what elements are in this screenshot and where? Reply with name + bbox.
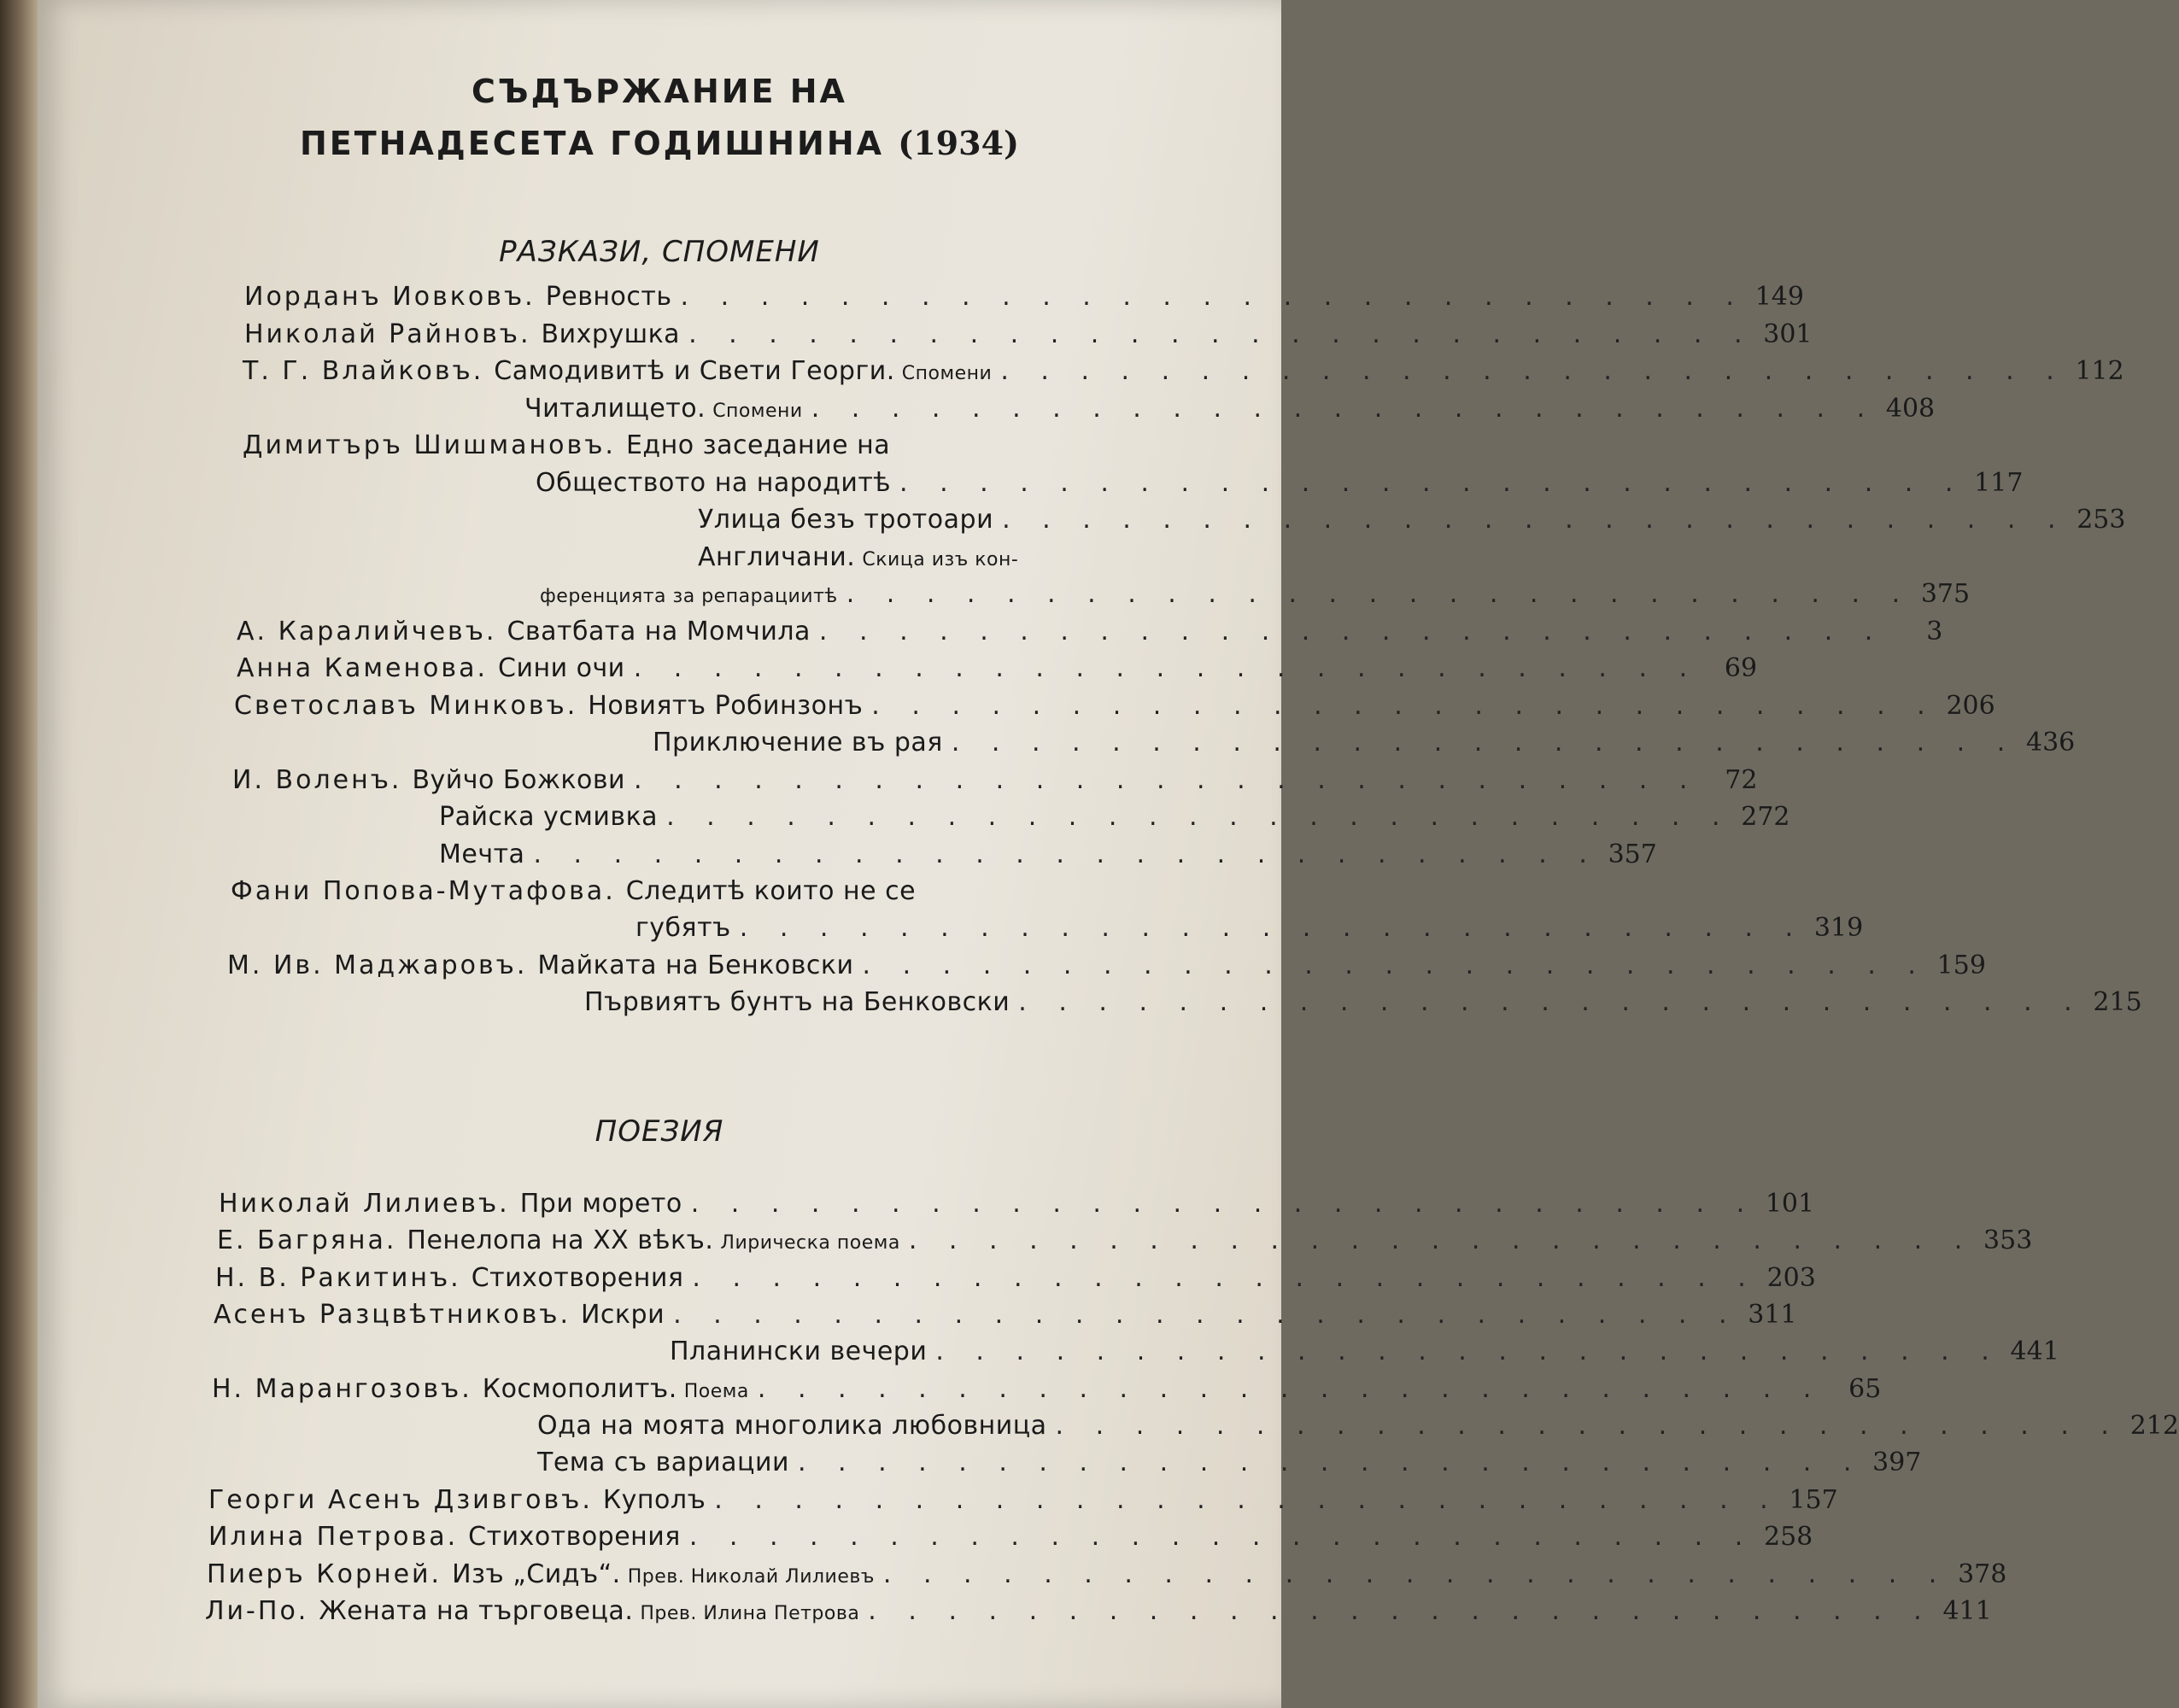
entry-author: Пиеръ Корней. — [207, 1559, 442, 1589]
page-number: 101 — [1765, 1189, 1815, 1219]
entry-note: Прев. Илина Петрова — [640, 1603, 860, 1624]
toc-entry — [584, 987, 2142, 1021]
page-number: 212 — [2129, 1411, 2179, 1441]
entry-title: Ода на моята многолика любовница — [537, 1411, 1047, 1441]
entry-title: Сватбата на Момчила — [507, 617, 811, 646]
page-number: 436 — [2025, 728, 2076, 757]
entry-title: Стихотворения — [471, 1263, 684, 1293]
entry-title: Англичани. — [698, 542, 856, 572]
entry-author: Н. Марангозовъ. — [212, 1374, 472, 1404]
entry-note: Лирическа поема — [720, 1232, 900, 1254]
dot-leader: . . . . . . . . . . . . . . . . . . . . . . . . . . . — [1018, 987, 2084, 1017]
entry-author: Е. Багряна. — [217, 1225, 397, 1255]
entry-title: Пенелопа на XX вѣкъ. — [407, 1225, 714, 1255]
dot-leader: . . . . . . . . . . . . . . . . . . . . . . . . . . . — [935, 1337, 2001, 1366]
page-number: 69 — [1724, 653, 1758, 683]
dot-leader: . . . . . . . . . . . . . . . . . . . . . . . . . . . — [1000, 356, 2066, 386]
entry-title: Едно заседание на — [625, 430, 891, 460]
dot-leader: . . . . . . . . . . . . . . . . . . . . . . . . . . . — [757, 1374, 1824, 1404]
page-number: 319 — [1813, 913, 1864, 943]
page-number: 353 — [1983, 1225, 2033, 1255]
toc-entry — [217, 1225, 2033, 1260]
dot-leader: . . . . . . . . . . . . . . . . . . . . . . . . . . . — [688, 319, 1754, 349]
dot-leader: . . . . . . . . . . . . . . . . . . . . . . . . . . . — [634, 765, 1700, 795]
toc-entry — [636, 913, 1864, 947]
toc-entry — [536, 468, 2024, 502]
page-number: 378 — [1958, 1559, 2007, 1589]
toc-entry — [215, 1263, 1816, 1297]
dot-leader: . . . . . . . . . . . . . . . . . . . . . . . . . . . — [871, 691, 1937, 721]
page-number: 258 — [1764, 1522, 1813, 1552]
toc-entry — [537, 1411, 2179, 1445]
section-heading-stories: РАЗКАЗИ, СПОМЕНИ — [499, 235, 820, 269]
entry-note: Спомени — [712, 401, 803, 422]
toc-entry — [234, 691, 1995, 725]
page-number: 215 — [2093, 987, 2142, 1017]
entry-title: губятъ — [636, 913, 731, 943]
toc-entry — [227, 951, 1986, 985]
section-heading-poetry: ПОЕЗИЯ — [595, 1114, 724, 1149]
page-number: 357 — [1608, 839, 1657, 869]
dot-leader: . . . . . . . . . . . . . . . . . . . . . . . . . . . — [868, 1596, 1934, 1626]
entry-author: Анна Каменова. — [237, 653, 489, 683]
dot-leader: . . . . . . . . . . . . . . . . . . . . . . . . . . . — [533, 839, 1599, 869]
entry-title: Куполъ — [602, 1485, 706, 1515]
entry-author: Асенъ Разцвѣтниковъ. — [214, 1300, 571, 1330]
dot-leader: . . . . . . . . . . . . . . . . . . . . . . . . . . . — [862, 951, 1928, 980]
toc-entry — [243, 430, 1139, 465]
entry-title: Жената на търговеца. — [319, 1596, 634, 1626]
toc-entry — [537, 1448, 1922, 1482]
entry-note: Спомени — [901, 363, 993, 384]
entry-title: Ревность — [545, 282, 672, 312]
entry-author: Т. Г. Влайковъ. — [243, 356, 484, 386]
dot-leader: . . . . . . . . . . . . . . . . . . . . . . . . . . . — [692, 1263, 1758, 1293]
page-number: 441 — [2010, 1337, 2059, 1366]
entry-author: Николай Райновъ. — [244, 319, 531, 349]
entry-title: Майката на Бенковски — [537, 951, 854, 980]
entry-title: Обществото на народитѣ — [536, 468, 891, 498]
dot-leader: . . . . . . . . . . . . . . . . . . . . . . . . . . . — [882, 1559, 1949, 1589]
dot-leader: . . . . . . . . . . . . . . . . . . . . . . . . . . . — [633, 653, 1700, 683]
page-number: 272 — [1741, 802, 1790, 832]
entry-author: И. Воленъ. — [232, 765, 402, 795]
entry-author: Светославъ Минковъ. — [234, 691, 578, 721]
page-number: 157 — [1789, 1485, 1838, 1515]
toc-entry — [232, 765, 1758, 799]
toc-entry — [219, 1189, 1815, 1223]
entry-title: Стихотворения — [468, 1522, 681, 1552]
entry-title: При морето — [519, 1189, 682, 1219]
dot-leader: . . . . . . . . . . . . . . . . . . . . . . . . . . . — [1055, 1411, 2121, 1441]
page-number: 117 — [1974, 468, 2024, 498]
page-title-line2: ПЕТНАДЕСЕТА ГОДИШНИНА (1934) — [300, 124, 1019, 162]
entry-author: Николай Лилиевъ. — [219, 1189, 510, 1219]
dot-leader: . . . . . . . . . . . . . . . . . . . . . . . . . . . — [690, 1189, 1757, 1219]
page-number: 411 — [1942, 1596, 1992, 1626]
entry-note: Поема — [683, 1381, 749, 1402]
dot-leader: . . . . . . . . . . . . . . . . . . . . . . . . . . . — [951, 728, 2018, 757]
entry-author: Димитъръ Шишмановъ. — [243, 430, 616, 460]
toc-entry — [533, 579, 1971, 613]
entry-title: Самодивитѣ и Свети Георги. — [494, 356, 895, 386]
toc-entry — [214, 1300, 1797, 1334]
toc-entry — [231, 876, 1139, 910]
toc-entry — [653, 728, 2076, 762]
dot-leader: . . . . . . . . . . . . . . . . . . . . . . . . . . . — [811, 394, 1877, 424]
entry-author: А. Каралийчевъ. — [237, 617, 497, 646]
toc-entry — [698, 542, 1139, 576]
toc-entry — [524, 394, 1936, 428]
entry-title: Планински вечери — [670, 1337, 928, 1366]
entry-note: Прев. Николай Лилиевъ — [627, 1566, 875, 1588]
entry-title: Новиятъ Робинзонъ — [588, 691, 864, 721]
toc-entry — [208, 1485, 1838, 1519]
entry-title: Улица безъ тротоари — [698, 505, 994, 535]
dot-leader: . . . . . . . . . . . . . . . . . . . . . . . . . . . — [818, 617, 1885, 646]
entry-title: Космополитъ. — [482, 1374, 677, 1404]
dot-leader: . . . . . . . . . . . . . . . . . . . . . . . . . . . — [908, 1225, 1975, 1255]
toc-entry — [212, 1374, 1882, 1408]
dot-leader: . . . . . . . . . . . . . . . . . . . . . . . . . . . — [739, 913, 1806, 943]
toc-entry — [207, 1559, 2007, 1594]
entry-title: Искри — [580, 1300, 665, 1330]
page-number: 65 — [1848, 1374, 1882, 1404]
page-number: 301 — [1763, 319, 1813, 349]
page-title-line1: СЪДЪРЖАНИЕ НА — [472, 73, 847, 110]
entry-author: Илина Петрова. — [208, 1522, 459, 1552]
entry-author: Фани Попова-Мутафова. — [231, 876, 616, 906]
dot-leader: . . . . . . . . . . . . . . . . . . . . . . . . . . . — [714, 1485, 1780, 1515]
dot-leader: . . . . . . . . . . . . . . . . . . . . . . . . . . . — [688, 1522, 1755, 1552]
dot-leader: . . . . . . . . . . . . . . . . . . . . . . . . . . . — [666, 802, 1732, 832]
entry-title: Следитѣ които не се — [625, 876, 917, 906]
page-number: 149 — [1754, 282, 1804, 312]
page-number: 375 — [1920, 579, 1971, 609]
entry-title: Приключение въ рая — [653, 728, 943, 757]
dot-leader: . . . . . . . . . . . . . . . . . . . . . . . . . . . — [846, 579, 1912, 609]
entry-author: Н. В. Ракитинъ. — [215, 1263, 461, 1293]
entry-title: Райска усмивка — [439, 802, 659, 832]
toc-entry — [244, 319, 1813, 354]
entry-note: ференцията за репарациитѣ — [540, 586, 838, 607]
page-number: 203 — [1766, 1263, 1816, 1293]
toc-entry — [698, 505, 2126, 539]
entry-title: Вихрушка — [541, 319, 681, 349]
page-number: 3 — [1926, 617, 1943, 646]
page-number: 253 — [2076, 505, 2126, 535]
dot-leader: . . . . . . . . . . . . . . . . . . . . . . . . . . . — [1002, 505, 2068, 535]
toc-entry — [439, 839, 1657, 874]
entry-title: Читалището. — [524, 394, 706, 424]
entry-author: М. Ив. Маджаровъ. — [227, 951, 528, 980]
toc-entry — [237, 617, 1943, 651]
entry-title: Сини очи — [498, 653, 625, 683]
toc-entry — [244, 282, 1804, 316]
title-year: (1934) — [898, 124, 1019, 162]
entry-title: Вуйчо Божкови — [412, 765, 625, 795]
toc-entry — [243, 356, 2124, 390]
toc-entry — [205, 1596, 1992, 1630]
entry-title: Мечта — [439, 839, 525, 869]
toc-entry — [439, 802, 1790, 836]
dot-leader: . . . . . . . . . . . . . . . . . . . . . . . . . . . — [797, 1448, 1864, 1477]
dot-leader: . . . . . . . . . . . . . . . . . . . . . . . . . . . — [680, 282, 1746, 312]
book-page — [38, 0, 2179, 1708]
entry-author: Ли-По. — [205, 1596, 309, 1626]
toc-entry — [237, 653, 1758, 687]
page-number: 408 — [1885, 394, 1936, 424]
dot-leader: . . . . . . . . . . . . . . . . . . . . . . . . . . . — [673, 1300, 1739, 1330]
entry-author: Георги Асенъ Дзивговъ. — [208, 1485, 593, 1515]
page-number: 112 — [2075, 356, 2124, 386]
page-number: 397 — [1872, 1448, 1922, 1477]
entry-note: Скица изъ кон- — [862, 549, 1019, 570]
entry-title: Първиятъ бунтъ на Бенковски — [584, 987, 1010, 1017]
page-number: 72 — [1725, 765, 1758, 795]
page-number: 159 — [1936, 951, 1986, 980]
entry-author: Иорданъ Иовковъ. — [244, 282, 536, 312]
toc-entry — [208, 1522, 1813, 1556]
dot-leader: . . . . . . . . . . . . . . . . . . . . . . . . . . . — [899, 468, 1965, 498]
entry-title: Тема съ вариации — [537, 1448, 789, 1477]
toc-entry — [670, 1337, 2059, 1371]
page-number: 206 — [1946, 691, 1995, 721]
entry-title: Изъ „Сидъ“. — [452, 1559, 621, 1589]
page-number: 311 — [1748, 1300, 1797, 1330]
